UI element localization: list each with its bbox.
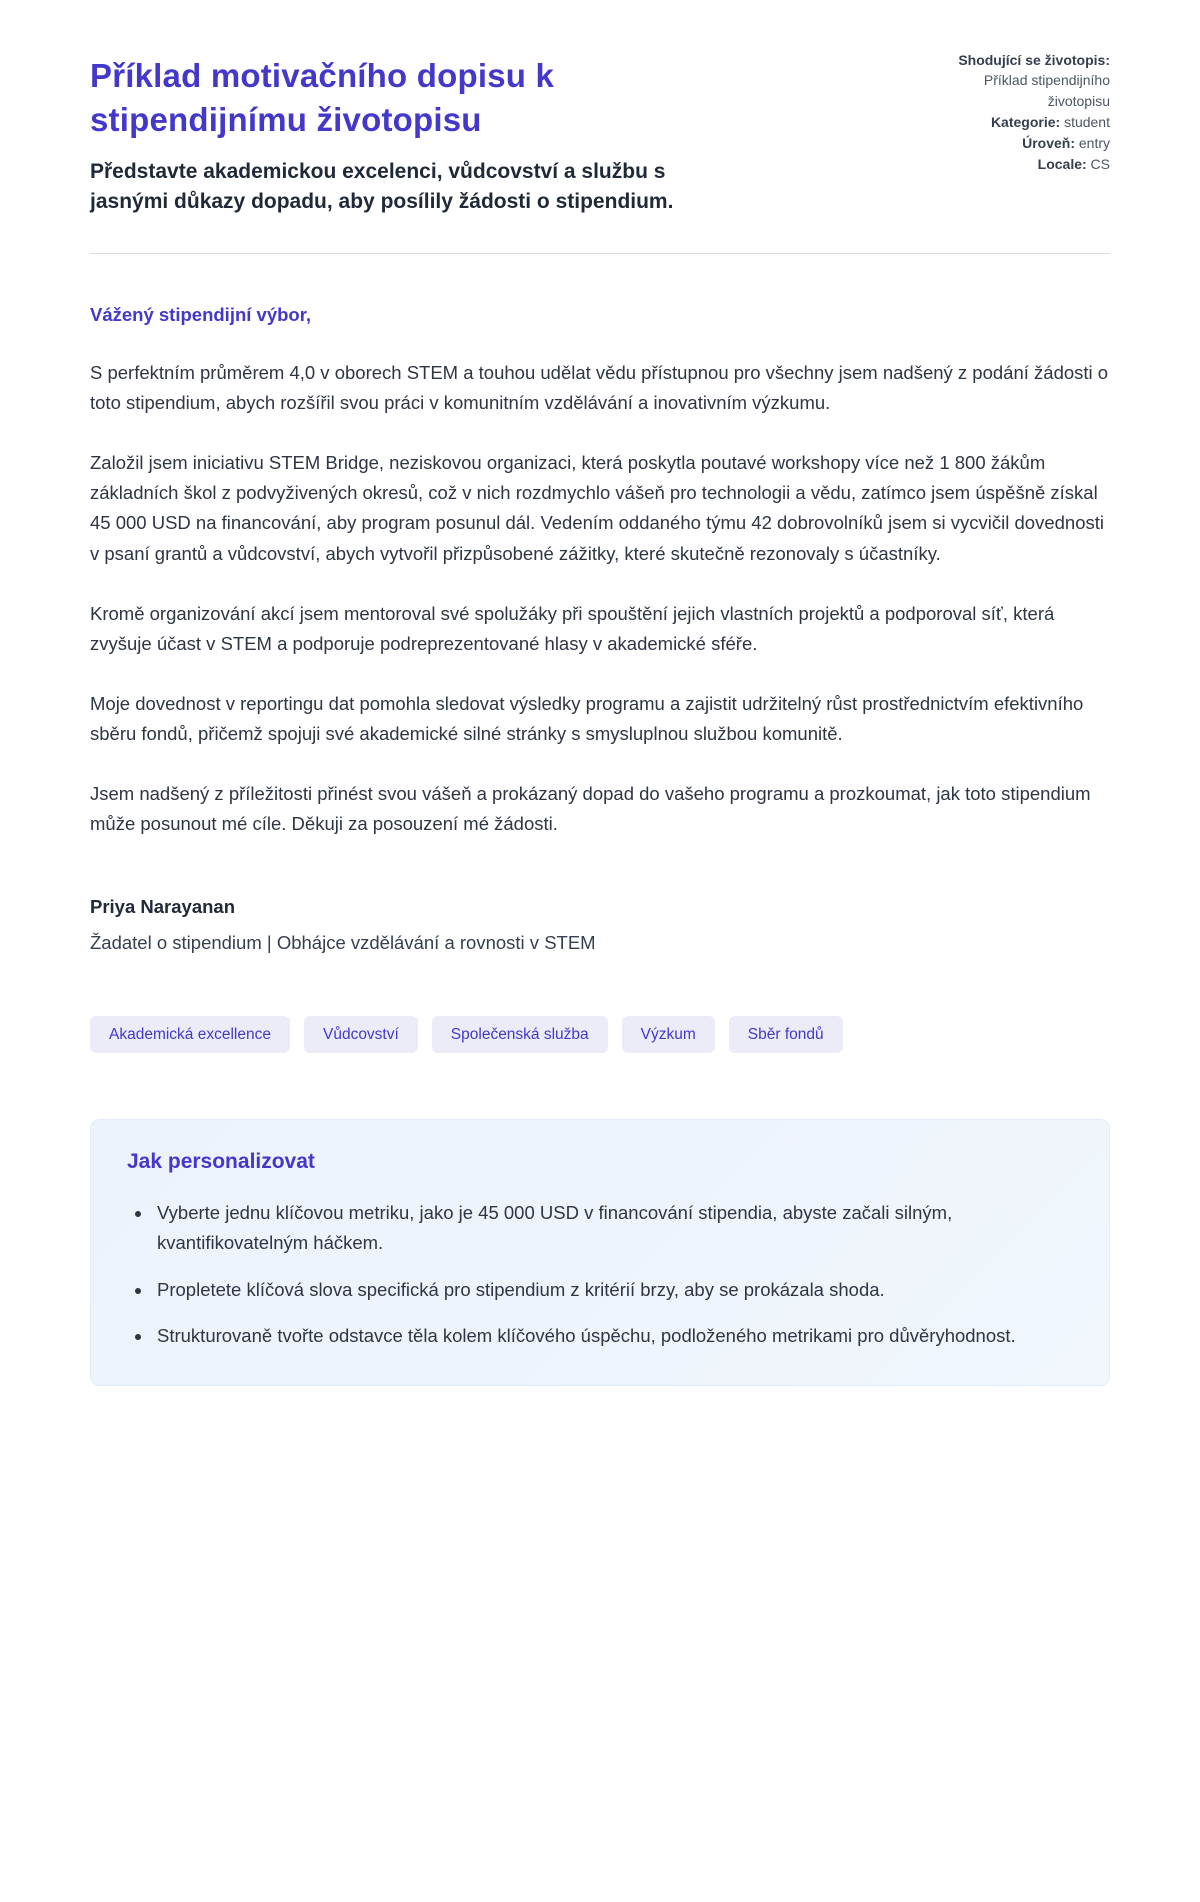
tips-title: Jak personalizovat: [127, 1150, 315, 1174]
meta-level: [920, 133, 1110, 153]
meta-locale-label: Locale:: [1037, 156, 1087, 173]
meta-locale: [920, 154, 1110, 174]
letter-greeting: Vážený stipendijní výbor,: [90, 303, 312, 325]
header-left: [90, 46, 710, 217]
meta-locale-value: CS: [1090, 156, 1110, 173]
tag-chip[interactable]: Akademická excellence: [90, 1016, 290, 1054]
tag-list: [90, 1016, 1110, 1054]
signature-role: Žadatel o stipendium | Obhájce vzdělávání a rovnosti v STEM: [90, 931, 596, 953]
cover-letter-body: [90, 300, 1110, 958]
letter-paragraph: Moje dovednost v reportingu dat pomohla sledovat výsledky programu a zajistit udržitelný růst prostřednictvím efektivního sběru fondů, přičemž spojuji své akademické silné stránky s smysluplnou službou komunitě.: [90, 692, 1084, 745]
meta-matching-resume-value: Příklad stipendijního životopisu: [983, 72, 1110, 109]
tips-list-item: • Vyberte jednu klíčovou metriku, jako je 45 000 USD v financování stipendia, abyste začali silným, kvantifikovatelným háčkem.: [153, 1198, 1073, 1257]
page-subtitle: Představte akademickou excelenci, vůdcovství a službu s jasnými důkazy dopadu, aby posílily žádosti o stipendium.: [90, 160, 674, 213]
letter-paragraph: Kromě organizování akcí jsem mentoroval své spolužáky při spouštění jejich vlastních projektů a podporoval síť, která zvyšuje účast v STEM a podporuje podreprezentované hlasy v akademické sféře.: [90, 602, 1055, 654]
personalization-tips-box: [90, 1119, 1110, 1385]
header-divider: [90, 253, 1110, 254]
header: [90, 46, 1110, 217]
tag-chip[interactable]: Výzkum: [622, 1016, 715, 1054]
signature-name: Priya Narayanan: [90, 895, 236, 917]
meta-matching-resume: [920, 50, 1110, 111]
meta-category: [920, 112, 1110, 132]
page-title: Příklad motivačního dopisu k stipendijnímu životopisu: [90, 57, 555, 138]
meta-matching-resume-label: Shodující se životopis:: [958, 52, 1110, 68]
tag-chip[interactable]: Vůdcovství: [304, 1016, 418, 1054]
letter-paragraph: S perfektním průměrem 4,0 v oborech STEM a touhou udělat vědu přístupnou pro všechny jsem nadšený z podání žádosti o toto stipendium, abych rozšířil svou práci v komunitním vzdělávání a inovativním výzkumu.: [90, 361, 1109, 413]
tips-list-item: • Strukturovaně tvořte odstavce těla kolem klíčového úspěchu, podloženého metrikami pro důvěryhodnost.: [153, 1321, 1073, 1351]
tag-chip[interactable]: Sběr fondů: [729, 1016, 843, 1054]
meta-category-value: student: [1064, 113, 1110, 130]
meta-category-label: Kategorie:: [990, 113, 1061, 130]
meta-level-value: entry: [1078, 135, 1110, 152]
tag-chip[interactable]: Společenská služba: [432, 1016, 608, 1054]
meta-block: [920, 46, 1110, 176]
tips-list-item: • Propletete klíčová slova specifická pro stipendium z kritérií brzy, aby se prokázala shoda.: [153, 1275, 1073, 1305]
letter-paragraph: Jsem nadšený z příležitosti přinést svou vášeň a prokázaný dopad do vašeho programu a prozkoumat, jak toto stipendium může posunout mé cíle. Děkuji za posouzení mé žádosti.: [90, 783, 1091, 835]
meta-level-label: Úroveň:: [1022, 135, 1075, 152]
tips-list: [127, 1198, 1073, 1350]
letter-paragraph: Založil jsem iniciativu STEM Bridge, neziskovou organizaci, která poskytla poutavé workshopy více než 1 800 žákům základních škol z podvyživených okresů, což v nich rozdmychlo vášeň pro technologii a vědu, zatímco jsem úspěšně získal 45 000 USD na financování, aby program posunul dál. Vedením oddaného týmu 42 dobrovolníků jsem si vycvičil dovednosti v psaní grantů a vůdcovství, abych vytvořil přizpůsobené zážitky, které skutečně rezonovaly s účastníky.: [90, 452, 1104, 564]
